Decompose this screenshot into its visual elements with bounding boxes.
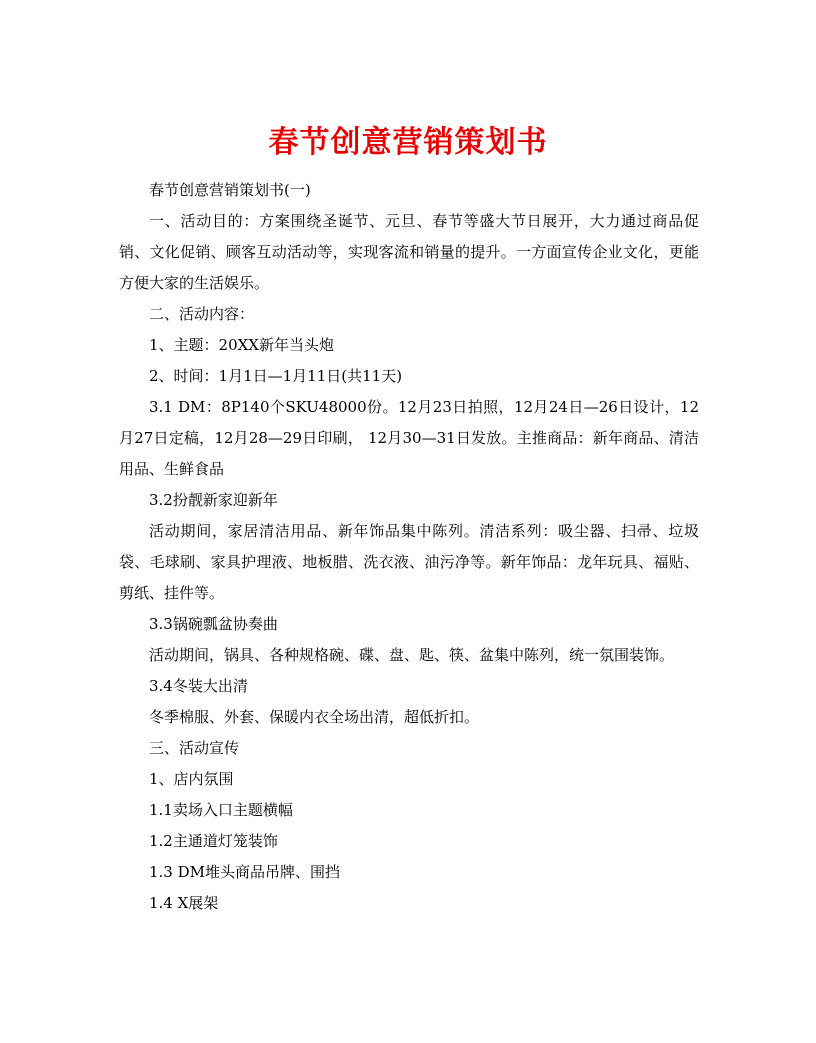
paragraph: 1.1卖场入口主题横幅 bbox=[149, 801, 293, 819]
paragraph: 春节创意营销策划书(一) bbox=[149, 181, 311, 199]
paragraph: 二、活动内容： bbox=[149, 305, 255, 323]
paragraph: 1、店内氛围 bbox=[149, 770, 234, 788]
paragraph: 1.3 DM堆头商品吊牌、围挡 bbox=[149, 863, 341, 881]
paragraph: 2、时间：1月1日—1月11日(共11天) bbox=[149, 367, 403, 385]
paragraph: 冬季棉服、外套、保暖内衣全场出清，超低折扣。 bbox=[149, 708, 480, 726]
paragraph: 3.4冬装大出清 bbox=[149, 677, 248, 695]
paragraph: 3.1 DM：8P140个SKU48000份。12月23日拍照，12月24日—26日设计，12月27日定稿，12月28—29日印刷， 12月30—31日发放。主推商品：新年商品、清洁用品、生鲜食品 bbox=[119, 398, 699, 478]
document-title: 春节创意营销策划书 bbox=[268, 125, 548, 161]
paragraph: 1、主题：20XX新年当头炮 bbox=[149, 336, 334, 354]
paragraph: 活动期间，家居清洁用品、新年饰品集中陈列。清洁系列：吸尘器、扫帚、垃圾袋、毛球刷、家具护理液、地板腊、洗衣液、油污净等。新年饰品：龙年玩具、福贴、剪纸、挂件等。 bbox=[119, 522, 699, 602]
paragraph: 活动期间，锅具、各种规格碗、碟、盘、匙、筷、盆集中陈列，统一氛围装饰。 bbox=[149, 646, 675, 664]
paragraph: 三、活动宣传 bbox=[149, 739, 240, 757]
paragraph: 1.4 X展架 bbox=[149, 894, 219, 912]
paragraph: 3.3锅碗瓢盆协奏曲 bbox=[149, 615, 278, 633]
paragraph: 1.2主通道灯笼装饰 bbox=[149, 832, 278, 850]
paragraph: 3.2扮靓新家迎新年 bbox=[149, 491, 278, 509]
document-body bbox=[119, 175, 699, 919]
paragraph: 一、活动目的：方案围绕圣诞节、元旦、春节等盛大节日展开，大力通过商品促销、文化促销、顾客互动活动等，实现客流和销量的提升。一方面宣传企业文化，更能方便大家的生活娱乐。 bbox=[119, 212, 699, 292]
